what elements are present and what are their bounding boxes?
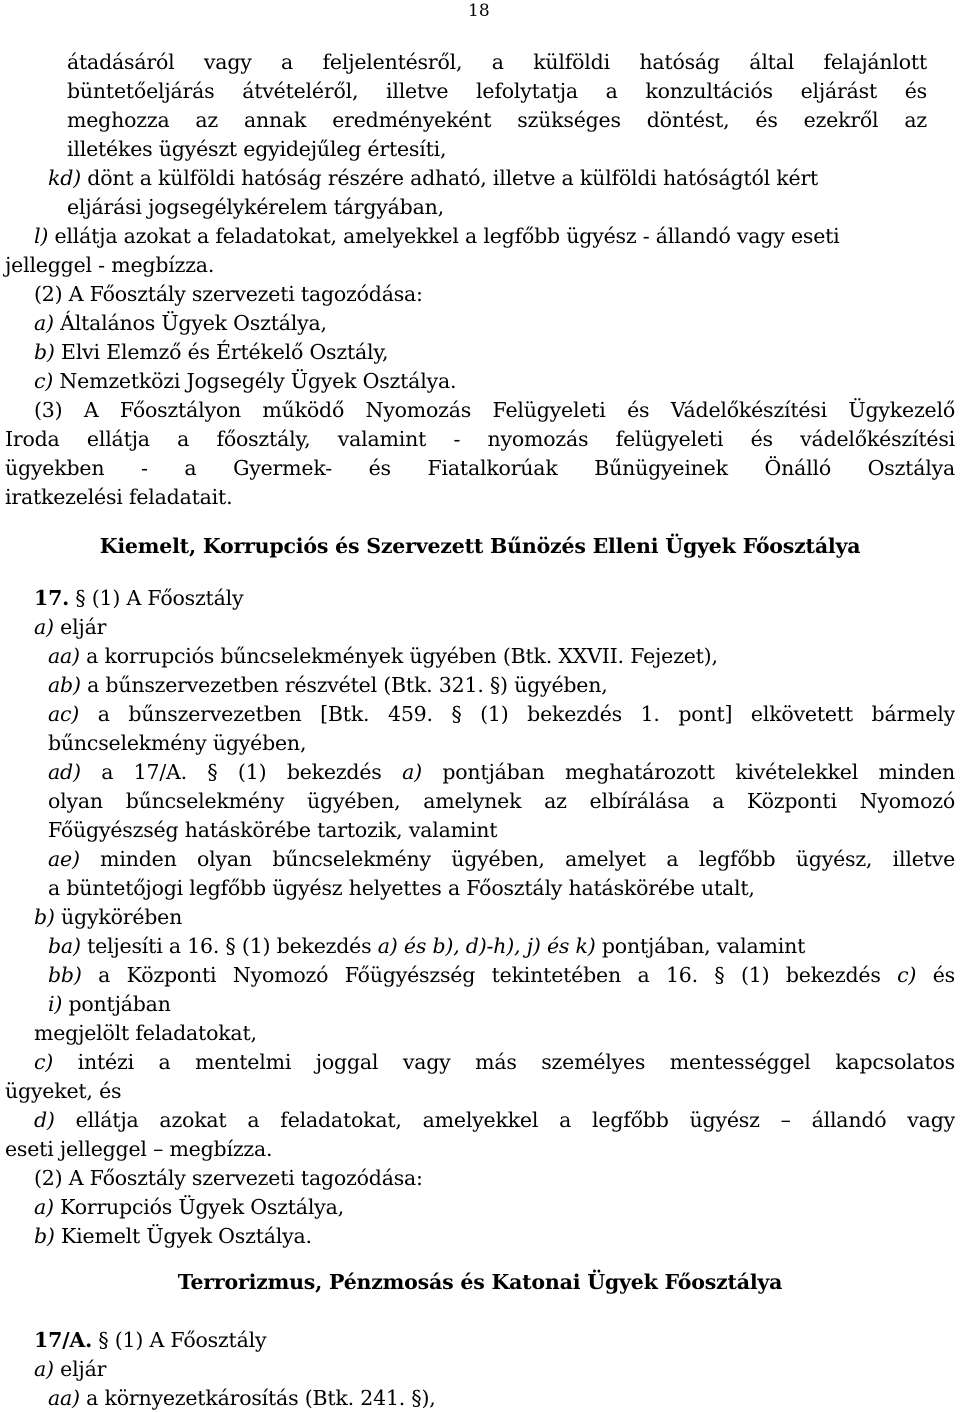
list-marker: b) xyxy=(34,905,55,929)
text-line: (3) A Főosztályon működő Nyomozás Felügyeleti és Vádelőkészítési Ügykezelő xyxy=(34,398,955,422)
text-line: átadásáról vagy a feljelentésről, a külföldi hatóság által felajánlott xyxy=(67,50,927,74)
text-line: olyan bűncselekmény ügyében, amelynek az elbírálása a Központi Nyomozó xyxy=(48,789,955,813)
text-line: büntetőeljárás átvételéről, illetve lefolytatja a konzultációs eljárást és xyxy=(67,79,927,103)
section-number: 17/A. xyxy=(34,1328,93,1352)
list-marker: a) xyxy=(34,615,54,639)
paragraph-start xyxy=(34,1326,266,1354)
section-number: 17. xyxy=(34,586,70,610)
list-item xyxy=(48,671,608,699)
list-ref: a) xyxy=(402,760,422,784)
list-text: Korrupciós Ügyek Osztálya, xyxy=(53,1195,344,1219)
section-heading: Kiemelt, Korrupciós és Szervezett Bűnözés Elleni Ügyek Főosztálya xyxy=(99,534,861,558)
list-text: a korrupciós bűncselekmények ügyében (Btk. XXVII. Fejezet), xyxy=(79,644,718,668)
list-marker: ac) xyxy=(48,702,80,726)
list-marker: kd) xyxy=(48,166,81,190)
list-item xyxy=(48,700,955,728)
list-text: a 17/A. § (1) bekezdés xyxy=(80,760,403,784)
list-text: a bűnszervezetben [Btk. 459. § (1) bekezdés 1. pont] elkövetett bármely xyxy=(79,702,955,726)
list-marker: bb) xyxy=(48,963,82,987)
paragraph-text: § (1) A Főosztály xyxy=(92,1328,267,1352)
list-marker: c) xyxy=(34,369,54,393)
list-marker: ae) xyxy=(48,847,80,871)
list-text: eljár xyxy=(53,1357,107,1381)
list-text: és xyxy=(916,963,955,987)
list-item xyxy=(48,642,718,670)
list-item xyxy=(34,1106,955,1134)
list-ref: c) xyxy=(897,963,917,987)
list-text: ellátja azokat a feladatokat, amelyekkel a legfőbb ügyész – állandó vagy xyxy=(54,1108,955,1132)
list-text: teljesíti a 16. § (1) bekezdés xyxy=(80,934,378,958)
list-item xyxy=(34,367,456,395)
list-text: intézi a mentelmi joggal vagy más személyes mentességgel kapcsolatos xyxy=(53,1050,955,1074)
list-item-l xyxy=(34,222,840,250)
paragraph-text: § (1) A Főosztály xyxy=(69,586,244,610)
list-item xyxy=(34,1355,106,1383)
subsection-heading: (2) A Főosztály szervezeti tagozódása: xyxy=(34,1166,423,1190)
list-item xyxy=(48,932,805,960)
list-text: ügykörében xyxy=(54,905,183,929)
text-line: jelleggel - megbízza. xyxy=(5,253,215,277)
list-item xyxy=(48,758,955,786)
text-line: iratkezelési feladatait. xyxy=(5,485,233,509)
list-marker: a) xyxy=(34,1195,54,1219)
list-ref: i) xyxy=(48,992,63,1016)
list-item xyxy=(34,1222,312,1250)
list-text: a bűnszervezetben részvétel (Btk. 321. §) ügyében, xyxy=(80,673,608,697)
list-text: eljár xyxy=(53,615,107,639)
list-marker: aa) xyxy=(48,1386,80,1410)
text-line: illetékes ügyészt egyidejűleg értesíti, xyxy=(67,137,447,161)
text-line: ügyeket, és xyxy=(5,1079,122,1103)
paragraph-start xyxy=(34,584,243,612)
list-item xyxy=(34,903,182,931)
list-text: ellátja azokat a feladatokat, amelyekkel a legfőbb ügyész - állandó vagy eseti xyxy=(48,224,840,248)
list-text: a Központi Nyomozó Főügyészség tekintetében a 16. § (1) bekezdés xyxy=(81,963,898,987)
list-marker: b) xyxy=(34,1224,55,1248)
text-line: megjelölt feladatokat, xyxy=(34,1021,257,1045)
list-marker: b) xyxy=(34,340,55,364)
list-text: Kiemelt Ügyek Osztálya. xyxy=(54,1224,312,1248)
text-line: ügyekben - a Gyermek- és Fiatalkorúak Bűnügyeinek Önálló Osztálya xyxy=(5,456,955,480)
subsection-heading: (2) A Főosztály szervezeti tagozódása: xyxy=(34,282,423,306)
list-marker: c) xyxy=(34,1050,54,1074)
text-line xyxy=(48,990,171,1018)
text-line: a büntetőjogi legfőbb ügyész helyettes a Főosztály hatáskörébe utalt, xyxy=(48,876,755,900)
list-marker: d) xyxy=(34,1108,55,1132)
list-item xyxy=(48,1384,436,1412)
list-marker: ab) xyxy=(48,673,81,697)
list-marker: ad) xyxy=(48,760,81,784)
text-line: eseti jelleggel – megbízza. xyxy=(5,1137,273,1161)
text-line: Főügyészség hatáskörébe tartozik, valamint xyxy=(48,818,498,842)
list-text: minden olyan bűncselekmény ügyében, amelyet a legfőbb ügyész, illetve xyxy=(79,847,955,871)
list-text: pontjában xyxy=(62,992,171,1016)
list-text: Általános Ügyek Osztálya, xyxy=(53,311,327,335)
text-line: eljárási jogsegélykérelem tárgyában, xyxy=(67,195,444,219)
list-item xyxy=(34,1048,955,1076)
list-marker: aa) xyxy=(48,644,80,668)
list-item xyxy=(34,338,388,366)
list-marker: ba) xyxy=(48,934,81,958)
list-item xyxy=(34,613,106,641)
list-text: pontjában meghatározott kivételekkel minden xyxy=(421,760,955,784)
list-marker: a) xyxy=(34,1357,54,1381)
list-ref: a) és b), d)-h), j) és k) xyxy=(377,934,596,958)
text-line: meghozza az annak eredményeként szükséges döntést, és ezekről az xyxy=(67,108,927,132)
list-text: dönt a külföldi hatóság részére adható, illetve a külföldi hatóságtól kért xyxy=(80,166,819,190)
list-text: Elvi Elemző és Értékelő Osztály, xyxy=(54,340,389,364)
page-number: 18 xyxy=(468,1,490,21)
list-text: a környezetkárosítás (Btk. 241. §), xyxy=(79,1386,436,1410)
list-item xyxy=(48,961,955,989)
list-item-kd xyxy=(48,164,818,192)
list-text: pontjában, valamint xyxy=(595,934,806,958)
list-marker: a) xyxy=(34,311,54,335)
list-text: Nemzetközi Jogsegély Ügyek Osztálya. xyxy=(53,369,457,393)
list-item xyxy=(34,1193,344,1221)
section-heading: Terrorizmus, Pénzmosás és Katonai Ügyek Főosztálya xyxy=(177,1270,783,1294)
list-item xyxy=(48,845,955,873)
text-line: Iroda ellátja a főosztály, valamint - nyomozás felügyeleti és vádelőkészítési xyxy=(5,427,955,451)
list-marker: l) xyxy=(34,224,49,248)
text-line: bűncselekmény ügyében, xyxy=(48,731,307,755)
list-item xyxy=(34,309,327,337)
